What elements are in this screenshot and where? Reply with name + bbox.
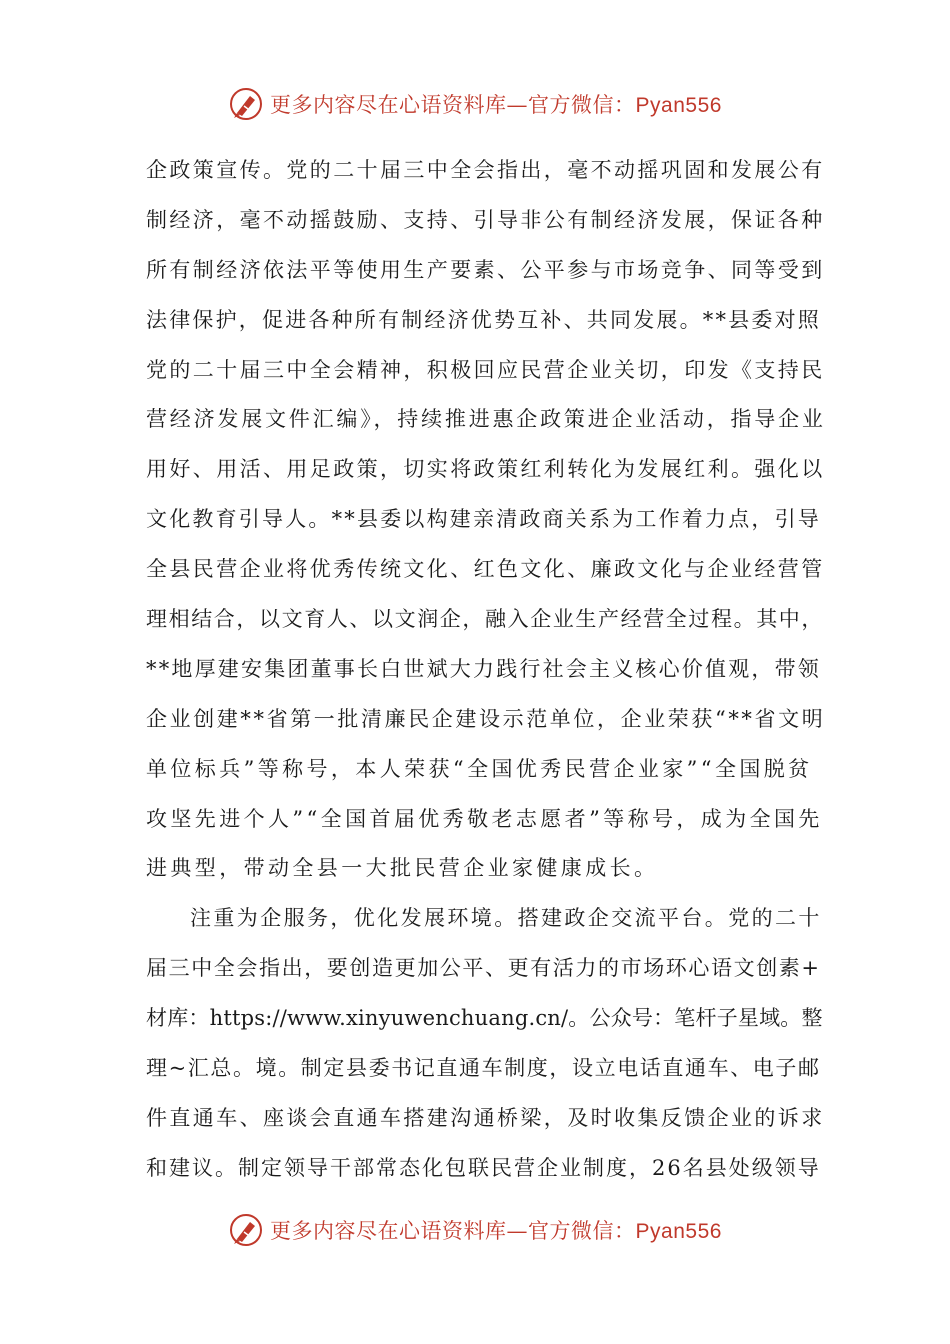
body-line-with-url: 材库：https://www.xinyuwenchuang.cn/。公众号：笔杆子星域。整 — [146, 1006, 823, 1031]
body-line: 文化教育引导人。**县委以构建亲清政商关系为工作着力点，引导 — [146, 507, 821, 532]
body-line: 全县民营企业将优秀传统文化、红色文化、廉政文化与企业经营管 — [146, 557, 825, 582]
body-line: 和建议。制定领导干部常态化包联民营企业制度，26名县处级领导 — [146, 1155, 821, 1180]
body-line: 注重为企服务，优化发展环境。搭建政企交流平台。党的二十 — [190, 906, 822, 931]
body-line: 营经济发展文件汇编》，持续推进惠企政策进企业活动，指导企业 — [146, 407, 826, 432]
body-line: 件直通车、座谈会直通车搭建沟通桥梁，及时收集反馈企业的诉求 — [146, 1105, 825, 1130]
body-line: 攻坚先进个人”“全国首届优秀敬老志愿者”等称号，成为全国先 — [146, 806, 823, 831]
pen-nib-logo-icon — [228, 1212, 264, 1248]
footer-wechat-id: Pyan556 — [635, 1220, 722, 1243]
body-line: **地厚建安集团董事长白世斌大力践行社会主义核心价值观，带领 — [146, 656, 821, 681]
body-line: 理~汇总。境。制定县委书记直通车制度，设立电话直通车、电子邮 — [146, 1056, 821, 1081]
body-line: 制经济，毫不动摇鼓励、支持、引导非公有制经济发展，保证各种 — [146, 207, 825, 232]
body-line: 届三中全会指出，要创造更加公平、更有活力的市场环心语文创素+ — [146, 956, 821, 981]
body-line: 理相结合，以文育人、以文润企，融入企业生产经营全过程。其中， — [146, 607, 824, 632]
body-line: 用好、用活、用足政策，切实将政策红利转化为发展红利。强化以 — [146, 457, 825, 482]
document-body — [146, 146, 826, 1194]
body-line: 企政策宣传。党的二十届三中全会指出，毫不动摇巩固和发展公有 — [146, 158, 825, 182]
body-line: 单位标兵”等称号，本人荣获“全国优秀民营企业家”“全国脱贫 — [146, 756, 813, 781]
body-line: 企业创建**省第一批清廉民企建设示范单位，企业荣获“**省文明 — [146, 706, 826, 731]
footer-banner — [0, 1208, 950, 1252]
header-banner-text: 更多内容尽在心语资料库—官方微信：Pyan556 — [270, 93, 722, 117]
header-banner — [0, 82, 950, 126]
body-line: 党的二十届三中全会精神，积极回应民营企业关切，印发《支持民 — [146, 357, 825, 382]
body-line: 法律保护，促进各种所有制经济优势互补、共同发展。**县委对照 — [146, 307, 821, 332]
body-line: 进典型，带动全县一大批民营企业家健康成长。 — [146, 856, 659, 881]
body-line: 所有制经济依法平等使用生产要素、公平参与市场竞争、同等受到 — [146, 257, 825, 282]
footer-banner-text: 更多内容尽在心语资料库—官方微信：Pyan556 — [270, 1219, 722, 1243]
pen-nib-logo-icon — [228, 86, 264, 122]
header-wechat-id: Pyan556 — [635, 94, 722, 117]
